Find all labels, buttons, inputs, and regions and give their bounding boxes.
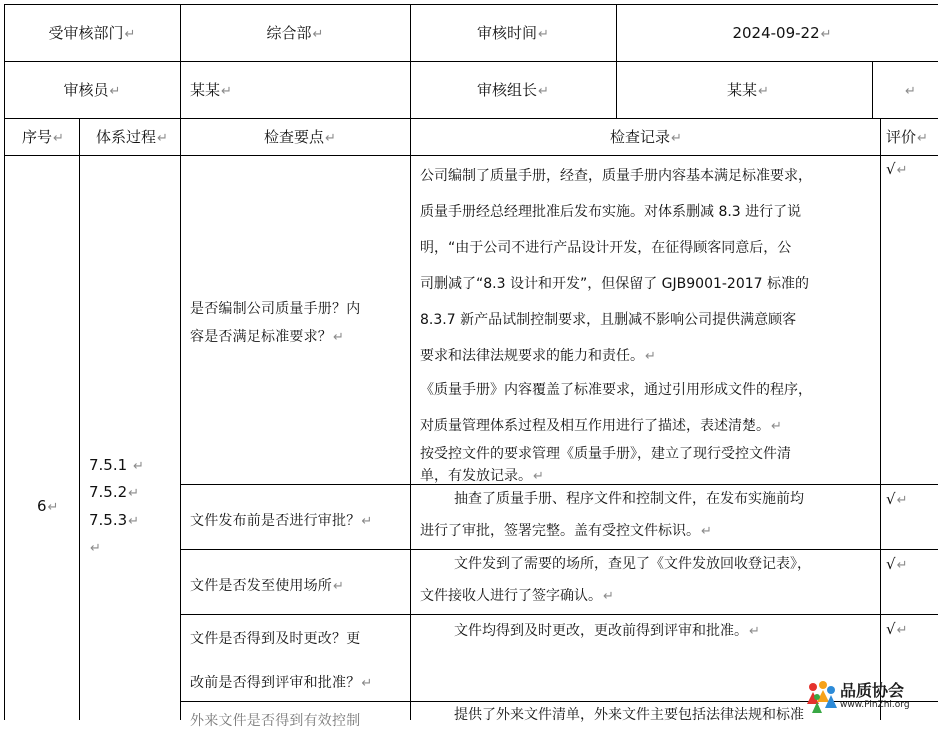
record-line: 要求和法律法规要求的能力和责任。↵ bbox=[420, 348, 656, 364]
record-line: 《质量手册》内容覆盖了标准要求，通过引用形成文件的程序， bbox=[420, 382, 812, 398]
record-line: 文件均得到及时更改，更改前得到评审和批准。↵ bbox=[454, 623, 760, 639]
eval-mark: √↵ bbox=[886, 555, 908, 573]
dept-value: 综合部↵ bbox=[266, 24, 324, 42]
column-header-points: 检查要点↵ bbox=[264, 128, 336, 146]
check-point: 文件是否得到及时更改？更 bbox=[190, 631, 361, 647]
empty-cell: ↵ bbox=[905, 84, 916, 99]
record-line: 抽查了质量手册、程序文件和控制文件，在发布实施前均 bbox=[454, 491, 804, 507]
clause-item: 7.5.2↵ bbox=[89, 483, 140, 501]
eval-mark: √↵ bbox=[886, 490, 908, 508]
column-header-seq: 序号↵ bbox=[22, 128, 64, 146]
eval-mark: √↵ bbox=[886, 160, 908, 178]
column-header-eval: 评价↵ bbox=[886, 128, 928, 146]
auditor-label: 审核员↵ bbox=[63, 81, 121, 99]
record-line: 对质量管理体系过程及相互作用进行了描述，表述清楚。↵ bbox=[420, 418, 782, 434]
leader-label: 审核组长↵ bbox=[477, 81, 549, 99]
record-line: 文件发到了需要的场所，查见了《文件发放回收登记表》， bbox=[454, 556, 811, 572]
time-label: 审核时间↵ bbox=[477, 24, 549, 42]
leader-value: 某某↵ bbox=[727, 81, 769, 99]
clause-item: 7.5.1 ↵ bbox=[89, 456, 144, 474]
record-line: 明，“由于公司不进行产品设计开发，在征得顾客同意后，公 bbox=[420, 240, 792, 256]
record-line: 文件接收人进行了签字确认。↵ bbox=[420, 588, 614, 604]
row-seq: 6↵ bbox=[37, 497, 59, 515]
column-header-record: 检查记录↵ bbox=[610, 128, 682, 146]
check-point: 外来文件是否得到有效控制 bbox=[190, 713, 361, 729]
record-line: 进行了审批，签署完整。盖有受控文件标识。↵ bbox=[420, 523, 712, 539]
check-point: 改前是否得到评审和批准？↵ bbox=[190, 675, 373, 691]
eval-mark: √↵ bbox=[886, 620, 908, 638]
record-line: 单，有发放记录。↵ bbox=[420, 468, 544, 484]
record-line: 司删减了“8.3 设计和开发”，但保留了 GJB9001-2017 标准的 bbox=[420, 276, 810, 292]
record-line: 8.3.7 新产品试制控制要求，且删减不影响公司提供满意顾客 bbox=[420, 312, 797, 328]
check-point: 文件发布前是否进行审批？↵ bbox=[190, 513, 373, 529]
auditor-value: 某某↵ bbox=[190, 81, 232, 99]
check-point: 容是否满足标准要求？↵ bbox=[190, 329, 345, 345]
watermark-title: 品质协会 bbox=[840, 681, 905, 700]
logo-people-icon bbox=[804, 680, 838, 714]
column-header-process: 体系过程↵ bbox=[96, 128, 168, 146]
record-line: 质量手册经总经理批准后发布实施。对体系删减 8.3 进行了说 bbox=[420, 204, 802, 220]
watermark-logo bbox=[804, 678, 932, 718]
watermark-url: www.PinZhi.org bbox=[840, 700, 910, 710]
time-value: 2024-09-22↵ bbox=[732, 24, 832, 42]
clause-item: ↵ bbox=[90, 541, 101, 556]
clause-item: 7.5.3↵ bbox=[89, 511, 140, 529]
record-line: 按受控文件的要求管理《质量手册》，建立了现行受控文件清 bbox=[420, 446, 791, 462]
dept-label: 受审核部门↵ bbox=[48, 24, 136, 42]
check-point: 文件是否发至使用场所↵ bbox=[190, 578, 345, 594]
record-line: 提供了外来文件清单，外来文件主要包括法律法规和标准 bbox=[454, 707, 804, 723]
record-line: 公司编制了质量手册，经查，质量手册内容基本满足标准要求， bbox=[420, 168, 812, 184]
check-point: 是否编制公司质量手册？内 bbox=[190, 301, 361, 317]
